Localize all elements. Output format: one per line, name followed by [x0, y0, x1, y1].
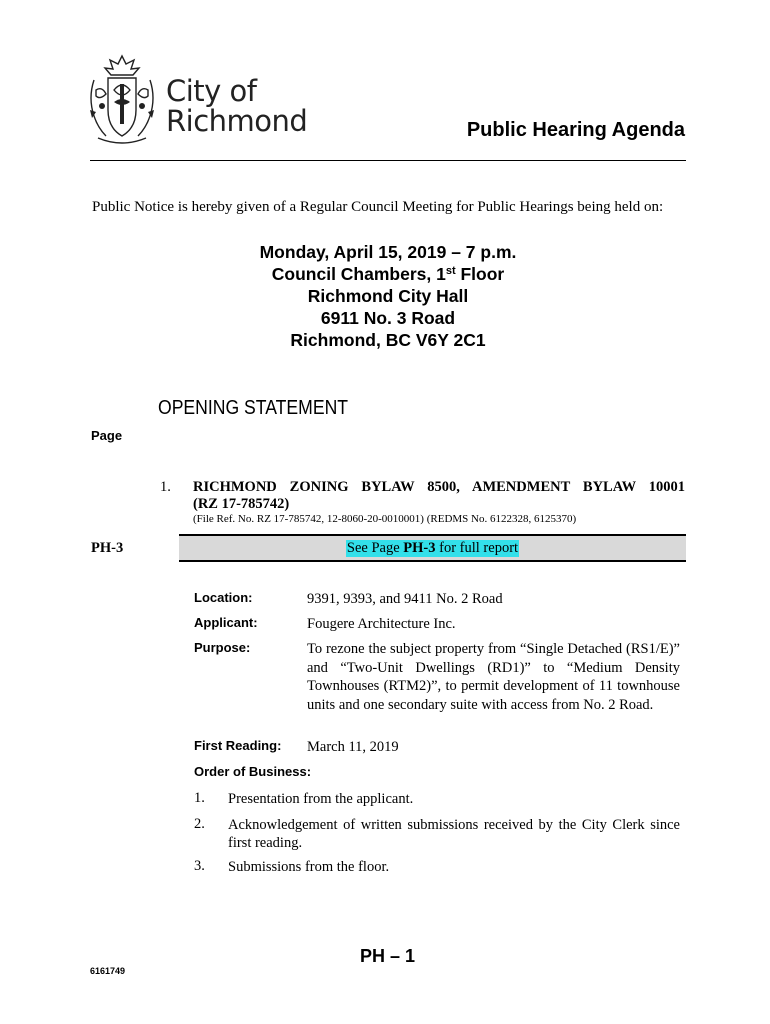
item-title-line2: (RZ 17-785742) — [193, 496, 290, 512]
meeting-location: Council Chambers, 1st Floor — [271, 264, 505, 284]
page-number: PH – 1 — [360, 946, 416, 966]
purpose-value: To rezone the subject property from “Single Detached (RS1/E)” and “Two-Unit Dwellings (RD1)” to “Medium Density Townhouses (RTM2)”, to permit development of 11 townhouse units and one secondary suite with access from No. 2 Road. — [307, 641, 680, 713]
item-file-reference: (File Ref. No. RZ 17-785742, 12-8060-20-0010001) (REDMS No. 6122328, 6125370) — [193, 513, 577, 525]
order-item-number: 2. — [194, 816, 205, 832]
order-item-text: Presentation from the applicant. — [228, 791, 414, 807]
opening-statement-heading: OPENING STATEMENT — [158, 397, 349, 419]
meeting-address: 6911 No. 3 Road — [320, 308, 456, 328]
item-number: 1. — [160, 479, 171, 495]
applicant-label: Applicant: — [194, 615, 258, 630]
item-title: RICHMOND ZONING BYLAW 8500, AMENDMENT BYLAW 10001 — [193, 479, 685, 495]
meeting-building: Richmond City Hall — [307, 286, 469, 306]
meeting-datetime: Monday, April 15, 2019 – 7 p.m. — [259, 242, 517, 262]
item-page-reference: PH-3 — [91, 540, 124, 556]
order-item-number: 3. — [194, 858, 205, 874]
location-label: Location: — [194, 590, 253, 605]
full-report-bar — [179, 534, 686, 562]
meeting-details — [90, 241, 686, 351]
order-item-text: Acknowledgement of written submissions received by the City Clerk since first reading. — [228, 817, 680, 851]
document-number: 6161749 — [90, 966, 126, 976]
full-report-link[interactable]: See Page PH-3 for full report — [346, 540, 519, 556]
applicant-value: Fougere Architecture Inc. — [307, 616, 456, 632]
meeting-city: Richmond, BC V6Y 2C1 — [290, 330, 486, 350]
city-of-richmond-logo — [84, 50, 308, 150]
purpose-label: Purpose: — [194, 640, 251, 655]
city-crest-icon — [84, 50, 160, 148]
public-notice-text: Public Notice is hereby given of a Regular Council Meeting for Public Hearings being held on: — [92, 199, 664, 215]
logo-text-city-of: City of — [166, 74, 257, 108]
header-divider — [90, 160, 686, 161]
page-title: Public Hearing Agenda — [466, 119, 685, 141]
order-item-number: 1. — [194, 790, 205, 806]
page-column-label: Page — [91, 428, 123, 443]
first-reading-label: First Reading: — [194, 738, 282, 753]
location-value: 9391, 9393, and 9411 No. 2 Road — [307, 591, 503, 607]
order-of-business-label: Order of Business: — [194, 764, 312, 779]
order-item-text: Submissions from the floor. — [228, 859, 390, 875]
first-reading-value: March 11, 2019 — [307, 739, 399, 755]
logo-text-richmond: Richmond — [166, 104, 308, 138]
